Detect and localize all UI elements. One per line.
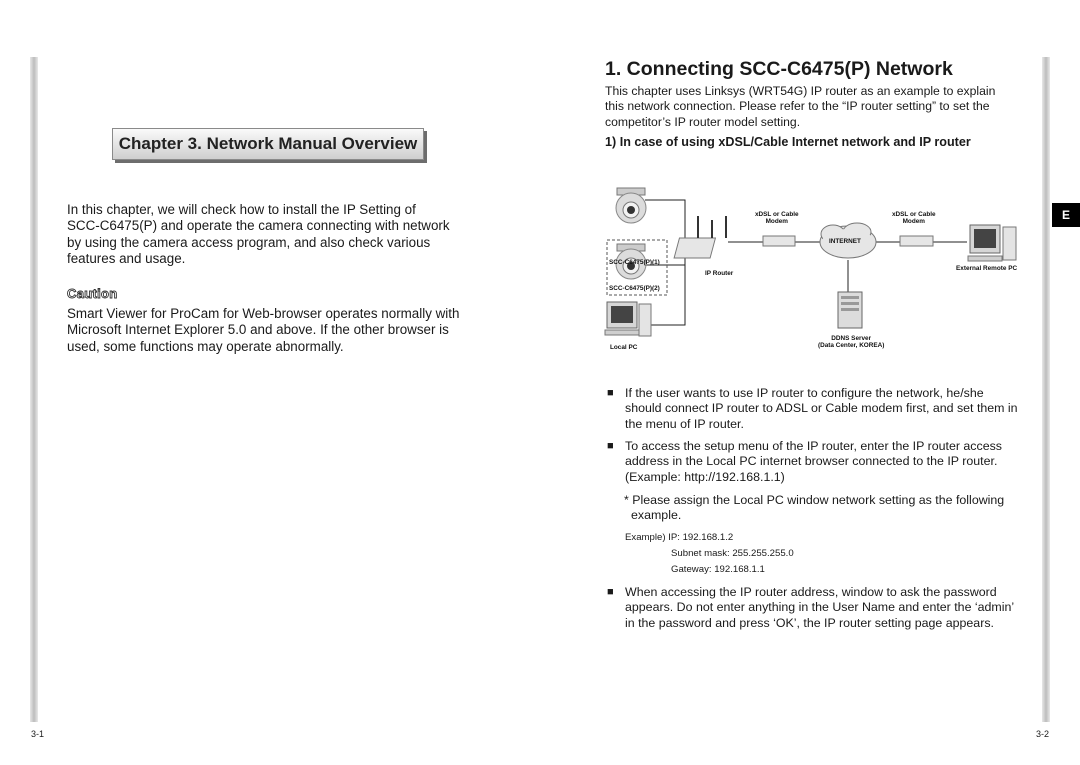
network-diagram bbox=[595, 180, 1035, 360]
bullet-item bbox=[607, 585, 1025, 631]
intro-line: In this chapter, we will check how to install the IP Setting of bbox=[67, 202, 416, 217]
intro-line: by using the camera access program, and also check various bbox=[67, 234, 431, 250]
modem-right-icon bbox=[900, 236, 933, 246]
camera-1-label: SCC-C6475(P)(1) bbox=[609, 259, 660, 266]
left-margin-bar bbox=[30, 57, 38, 722]
caution-line: used, some functions may operate abnormally. bbox=[67, 338, 344, 354]
ip-router-icon bbox=[674, 216, 726, 258]
bullet-marker: ■ bbox=[607, 586, 614, 598]
section-intro bbox=[605, 84, 1025, 130]
bullet-item bbox=[607, 439, 1025, 485]
intro-line: This chapter uses Linksys (WRT54G) IP router as an example to explain bbox=[605, 84, 996, 98]
chapter-title: Chapter 3. Network Manual Overview bbox=[118, 134, 418, 153]
right-margin-bar bbox=[1042, 57, 1050, 722]
caution-text bbox=[67, 306, 467, 355]
intro-line: features and usage. bbox=[67, 250, 186, 266]
bullet-marker: ■ bbox=[607, 440, 614, 452]
chapter-title-box bbox=[112, 128, 424, 160]
local-pc-label: Local PC bbox=[610, 344, 638, 351]
internet-label: INTERNET bbox=[829, 238, 861, 245]
external-pc-icon bbox=[968, 225, 1016, 261]
bullet-line: the menu of IP router. bbox=[625, 416, 744, 431]
network-setting-note bbox=[624, 493, 1024, 524]
example-gateway: Gateway: 192.168.1.1 bbox=[671, 564, 765, 575]
local-pc-icon bbox=[605, 302, 651, 336]
bullet-line: should connect IP router to ADSL or Cable modem first, and set them in bbox=[625, 401, 1018, 416]
intro-line: competitor’s IP router model setting. bbox=[605, 114, 801, 129]
intro-line: this network connection. Please refer to the “IP router setting” to set the bbox=[605, 99, 990, 114]
page-number-right: 3-2 bbox=[1036, 729, 1050, 739]
modem-right-label: xDSL or Cable Modem bbox=[892, 211, 936, 225]
bullet-item bbox=[607, 386, 1025, 432]
subsection-heading: 1) In case of using xDSL/Cable Internet network and IP router bbox=[605, 135, 971, 149]
bullet-line: appears. Do not enter anything in the User Name and enter the ‘admin’ bbox=[625, 600, 1015, 615]
section-title: 1. Connecting SCC-C6475(P) Network bbox=[605, 58, 953, 80]
camera-1-icon bbox=[616, 188, 646, 223]
example-ip: Example) IP: 192.168.1.2 bbox=[625, 532, 734, 543]
note-line: * Please assign the Local PC window network setting as the following bbox=[624, 493, 1005, 507]
bullet-line: in the password and press ‘OK’, the IP router setting page appears. bbox=[625, 615, 994, 630]
camera-2-label: SCC-C6475(P)(2) bbox=[609, 285, 660, 292]
bullet-line: If the user wants to use IP router to configure the network, he/she bbox=[625, 386, 984, 400]
bullet-line: (Example: http://192.168.1.1) bbox=[625, 469, 785, 484]
ddns-server-icon bbox=[838, 292, 862, 328]
page-number-left: 3-1 bbox=[31, 729, 45, 739]
bullet-line: When accessing the IP router address, window to ask the password bbox=[625, 585, 997, 599]
ip-router-label: IP Router bbox=[705, 270, 734, 277]
bullet-marker: ■ bbox=[607, 387, 614, 399]
modem-left-label: xDSL or Cable Modem bbox=[755, 211, 799, 225]
bullet-line: To access the setup menu of the IP router, enter the IP router access bbox=[625, 439, 1002, 453]
modem-left-icon bbox=[763, 236, 795, 246]
language-tab-e: E bbox=[1052, 203, 1080, 227]
ddns-server-label: DDNS Server (Data Center, KOREA) bbox=[818, 335, 885, 349]
example-subnet: Subnet mask: 255.255.255.0 bbox=[671, 548, 794, 559]
external-pc-label: External Remote PC bbox=[956, 265, 1018, 272]
bullet-line: address in the Local PC internet browser connected to the IP router. bbox=[625, 454, 998, 469]
caution-line: Smart Viewer for ProCam for Web-browser operates normally with bbox=[67, 306, 460, 321]
chapter-intro bbox=[67, 202, 467, 267]
caution-heading: Caution bbox=[67, 286, 118, 301]
intro-line: SCC-C6475(P) and operate the camera connecting with network bbox=[67, 218, 450, 234]
note-line: example. bbox=[631, 508, 682, 523]
caution-line: Microsoft Internet Explorer 5.0 and above. If the other browser is bbox=[67, 322, 449, 338]
